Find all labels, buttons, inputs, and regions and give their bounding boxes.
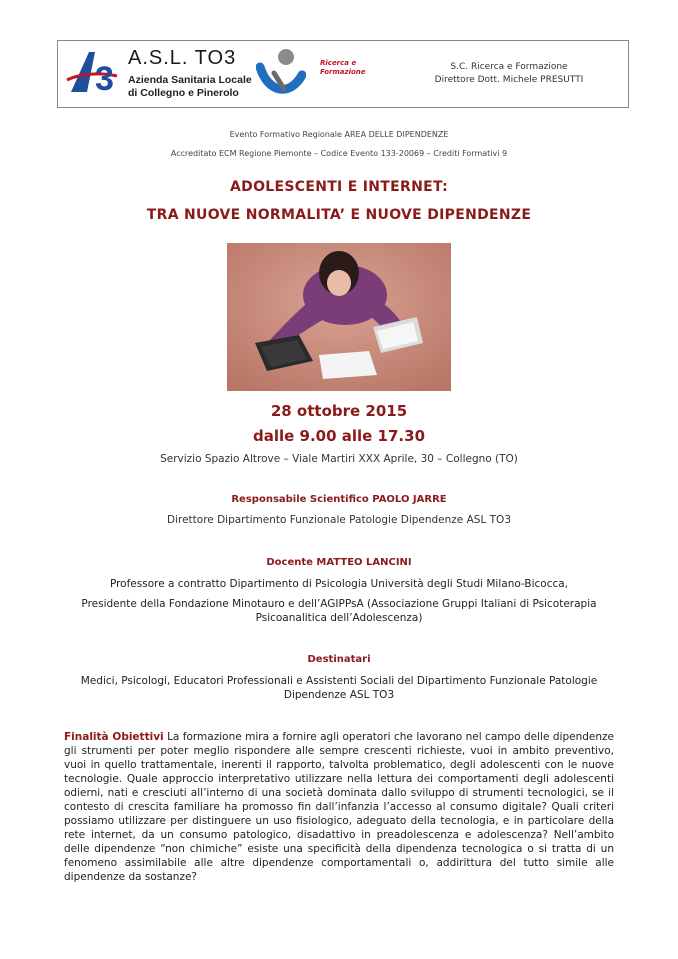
asl-subtitle-line1: Azienda Sanitaria Locale: [128, 74, 252, 86]
destinatari-line2: Dipendenze ASL TO3: [283, 689, 395, 701]
asl-a3-logo: [65, 46, 125, 98]
event-photo: [227, 243, 451, 391]
ricerca-formazione-text: [320, 59, 366, 77]
department-name: S.C. Ricerca e Formazione: [450, 62, 568, 72]
responsabile-role: Direttore Dipartimento Funzionale Patologie Dipendenze ASL TO3: [166, 514, 512, 526]
department-info: [390, 61, 628, 87]
event-time: dalle 9.00 alle 17.30: [252, 427, 426, 445]
rf-line1: Ricerca e: [320, 59, 357, 67]
letterhead: [57, 40, 629, 108]
asl-subtitle-line2: di Collegno e Pinerolo: [128, 87, 239, 99]
docente-line3: Psicoanalitica dell’Adolescenza): [255, 612, 423, 624]
page-title-line2: TRA NUOVE NORMALITA’ E NUOVE DIPENDENZE: [146, 207, 532, 223]
rf-line2: Formazione: [320, 68, 366, 76]
asl-title: A.S.L. TO3: [128, 47, 237, 69]
department-director: Direttore Dott. Michele PRESUTTI: [434, 75, 584, 85]
docente-line1: Professore a contratto Dipartimento di Psicologia Università degli Studi Milano-Bicocca,: [109, 578, 569, 590]
finalita-paragraph: [64, 730, 614, 884]
accreditation-line: Accreditato ECM Regione Piemonte – Codice Evento 133-20069 – Crediti Formativi 9: [170, 149, 508, 158]
destinatari-line1: Medici, Psicologi, Educatori Professionali e Assistenti Sociali del Dipartimento Funzionale Patologie: [80, 675, 598, 687]
finalita-text: La formazione mira a fornire agli operatori che lavorano nel campo delle dipendenze gli strumenti per poter meglio rispondere alle sempre crescenti richieste, vuoi in ambito preventivo, vuoi in quello trattamentale, inerenti il rapporto, talvolta problematico, degli adolescenti con le nuove tecnologie. Quale approccio interpretativo utilizzare nella lettura dei comportamenti degli adolescenti odierni, nati e cresciuti all’interno di una società dominata dallo sviluppo di strumenti tecnologici, se il contesto di crescita familiare ha promosso fin dall’infanzia l’accesso al consumo digitale? Quali criteri possiamo utilizzare per distinguere un uso fisiologico, adeguato della tecnologia, e in particolare della rete internet, da un consumo patologico, disadattivo in preadolescenza e adolescenza? Nell’ambito delle dipendenze “non chimiche” esiste una specificità della dipendenza tecnologica o si tratta di un fenomeno assimilabile alle altre dipendenze comportamentali o, addirittura del tutto simile alle dipendenze da sostanze?: [64, 731, 614, 883]
event-venue: Servizio Spazio Altrove – Viale Martiri XXX Aprile, 30 – Collegno (TO): [160, 453, 518, 465]
event-date: 28 ottobre 2015: [270, 402, 408, 420]
ricerca-formazione-logo: [256, 45, 306, 103]
svg-text:3: 3: [95, 60, 114, 98]
page-title-line1: ADOLESCENTI E INTERNET:: [230, 179, 448, 195]
docente-line2: Presidente della Fondazione Minotauro e dell’AGIPPsA (Associazione Gruppi Italiani di Psicoterapia: [81, 598, 597, 610]
finalita-label: Finalità Obiettivi: [64, 731, 164, 743]
event-type: Evento Formativo Regionale AREA DELLE DIPENDENZE: [229, 130, 449, 139]
docente-heading: Docente MATTEO LANCINI: [266, 557, 412, 568]
asl-subtitle: [128, 74, 252, 100]
responsabile-heading: Responsabile Scientifico PAOLO JARRE: [231, 494, 447, 505]
destinatari-heading: Destinatari: [307, 654, 371, 665]
